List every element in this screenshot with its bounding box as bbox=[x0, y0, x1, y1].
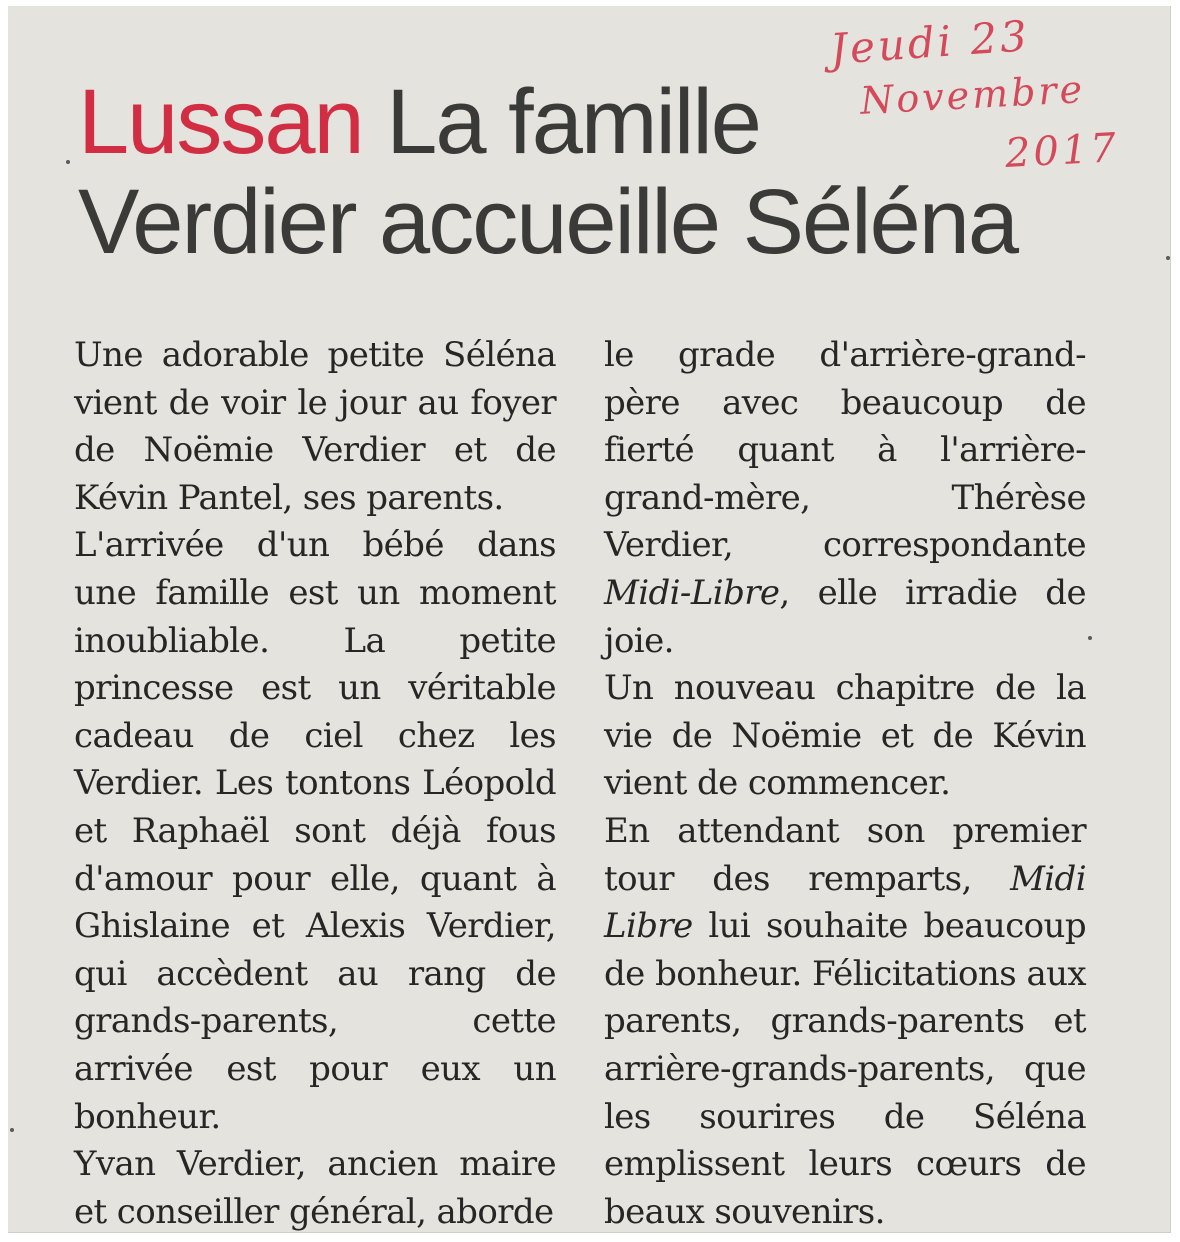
body-text: , elle irradie de joie. bbox=[604, 572, 1086, 661]
article-headline bbox=[78, 72, 1108, 272]
headline-title-part-2: Verdier accueille Séléna bbox=[78, 171, 1018, 273]
headline-title-part-1: La famille bbox=[386, 71, 760, 173]
body-text: le grade d'arrière-grand-père avec beaucoup de fierté quant à l'arrière-grand-mère, Thérèse Verdier, correspondante bbox=[604, 335, 1086, 566]
scan-speck bbox=[66, 160, 70, 164]
article-column-right bbox=[604, 332, 1086, 1236]
body-paragraph bbox=[604, 808, 1086, 1236]
body-text: En attendant son premier tour des remparts, bbox=[604, 810, 1086, 899]
handwritten-year: 2017 bbox=[1003, 125, 1120, 177]
scan-speck bbox=[1166, 256, 1170, 260]
headline-kicker-location: Lussan bbox=[78, 71, 363, 173]
handwritten-month: Novembre bbox=[859, 67, 1087, 123]
body-paragraph: L'arrivée d'un bébé dans une famille est un moment inoubliable. La petite princesse est un véritable cadeau de ciel chez les Verdier. Les tontons Léopold et Raphaël sont déjà fous d'amour pour elle, quant à Ghislaine et Alexis Verdier, qui accèdent au rang de grands-parents, cette arrivée est pour eux un bonheur. bbox=[74, 525, 556, 1137]
body-paragraph: Un nouveau chapitre de la vie de Noëmie et de Kévin vient de commencer. bbox=[604, 668, 1086, 804]
newspaper-name: Midi-Libre bbox=[604, 572, 780, 613]
newspaper-name: Midi Libre bbox=[604, 858, 1086, 947]
body-text: lui souhaite beaucoup de bonheur. Félicitations aux parents, grands-parents et arrière-grands-parents, que les sourires de Séléna emplissent leurs cœurs de beaux souvenirs. bbox=[604, 906, 1086, 1232]
handwritten-day: Jeudi 23 bbox=[828, 11, 1032, 74]
article-column-left bbox=[74, 332, 556, 1236]
body-paragraph bbox=[604, 332, 1086, 665]
body-paragraph: Yvan Verdier, ancien maire et conseiller général, aborde bbox=[74, 1144, 556, 1232]
scan-speck bbox=[10, 1128, 14, 1132]
headline-line-1 bbox=[78, 72, 1108, 172]
body-paragraph: Une adorable petite Séléna vient de voir le jour au foyer de Noëmie Verdier et de Kévin Pantel, ses parents. bbox=[74, 335, 556, 518]
scan-speck bbox=[1088, 636, 1092, 640]
